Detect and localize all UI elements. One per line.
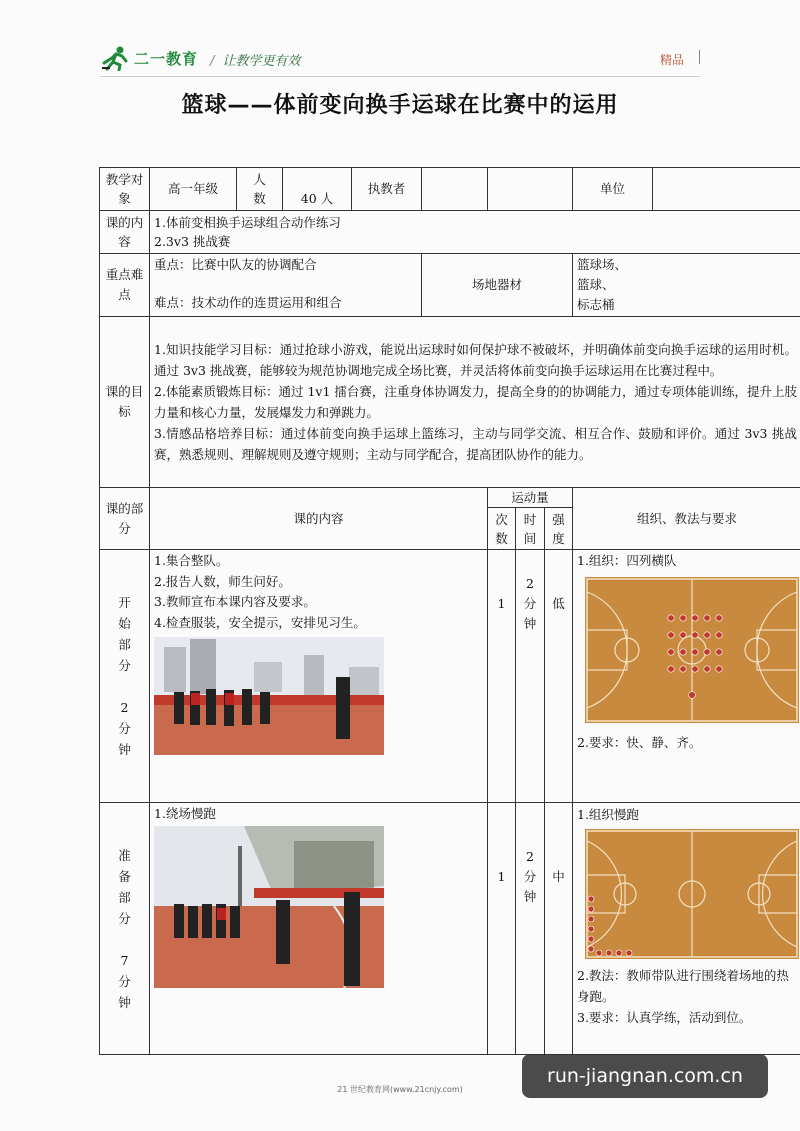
time-char: 钟 xyxy=(523,889,537,905)
intensity-value: 低 xyxy=(545,550,573,803)
part-char: 分 xyxy=(118,658,131,674)
part-char: 部 xyxy=(118,889,131,905)
times-value: 1 xyxy=(488,550,516,803)
unit-value xyxy=(653,168,800,211)
part-char: 钟 xyxy=(118,994,131,1010)
part-char: 始 xyxy=(118,616,131,632)
column-header-row xyxy=(100,488,800,508)
key-label: 重点难点 xyxy=(100,254,150,317)
footer-source: 21 世纪教育网(www.21cnjy.com) xyxy=(337,1085,463,1094)
content-line-2: 2.3v3 挑战赛 xyxy=(154,234,231,249)
org-title: 1.组织：四列横队 xyxy=(577,553,677,569)
teacher-label: 执教者 xyxy=(352,168,422,211)
activity-item: 2.报告人数，师生问好。 xyxy=(154,573,291,589)
col-intensity: 强度 xyxy=(545,508,573,550)
org-line: 2.教法：教师带队进行围绕着场地的热身跑。 xyxy=(577,968,789,1005)
goal-1: 1.知识技能学习目标：通过抢球小游戏，能说出运球时如何保护球不被破坏，并明确体前变向换手运球的运用时机。通过 3v3 挑战赛，能够较为规范协调地完成全场比赛，并灵活将体前变向换手运球运用在比赛过程中。 xyxy=(154,342,797,378)
venue-item: 篮球、 xyxy=(577,277,615,292)
org-line: 3.要求：认真学练，活动到位。 xyxy=(577,1010,752,1026)
part-name xyxy=(100,550,150,803)
intensity-value: 中 xyxy=(545,803,573,1055)
divider xyxy=(699,50,700,64)
col-part: 课的部分 xyxy=(100,488,150,550)
court-diagram xyxy=(585,829,799,959)
part-char: 开 xyxy=(118,595,131,611)
key-row xyxy=(100,254,800,317)
content-label: 课的内容 xyxy=(100,211,150,254)
time-char: 分 xyxy=(523,596,537,612)
venue-item: 篮球场、 xyxy=(577,257,628,272)
part-char: 备 xyxy=(118,868,131,884)
goals-label: 课的目标 xyxy=(100,317,150,488)
target-value: 高一年级 xyxy=(150,168,237,211)
part-char: 部 xyxy=(118,637,131,653)
venue-item: 标志桶 xyxy=(577,297,615,312)
times-value: 1 xyxy=(488,803,516,1055)
teacher-value xyxy=(422,168,488,211)
brand-name: 二一教育 xyxy=(134,49,199,68)
header-divider xyxy=(100,76,700,77)
count-text: 40 人 xyxy=(300,190,334,206)
activity-item: 3.教师宣布本课内容及要求。 xyxy=(154,594,316,610)
brand-logo xyxy=(100,44,198,72)
watermark: run-jiangnan.com.cn xyxy=(522,1054,768,1098)
org-title: 1.组织慢跑 xyxy=(577,807,639,823)
activity-item: 4.检查服装，安全提示，安排见习生。 xyxy=(154,614,366,630)
activity-item: 1.集合整队。 xyxy=(154,553,229,569)
court-diagram xyxy=(585,577,799,723)
col-load: 运动量 xyxy=(488,488,573,508)
warmup-photo xyxy=(154,826,384,988)
part-char: 2 xyxy=(120,700,129,716)
goals-row xyxy=(100,317,800,488)
class-photo xyxy=(154,637,384,755)
col-time: 时间 xyxy=(516,508,545,550)
activity-item: 1.绕场慢跑 xyxy=(154,806,216,822)
blank-cell xyxy=(488,168,573,211)
page-title: 篮球——体前变向换手运球在比赛中的运用 xyxy=(181,93,619,118)
info-row xyxy=(100,168,800,211)
section-prepare xyxy=(100,803,800,1055)
time-char: 分 xyxy=(523,869,537,885)
slogan: / 让教学更有效 xyxy=(210,54,301,69)
count-value xyxy=(283,168,352,211)
page-header xyxy=(100,44,700,74)
col-times: 次数 xyxy=(488,508,516,550)
part-char: 准 xyxy=(118,847,131,863)
goal-3: 3.情感品格培养目标：通过体前变向换手运球上篮练习，主动与同学交流、相互合作、鼓励和评价。通过 3v3 挑战赛，熟悉规则、理解规则及遵守规则；主动与同学配合，提高团队协作的能力。 xyxy=(154,426,797,462)
difficulty-point: 难点：技术动作的连贯运用和组合 xyxy=(154,295,342,310)
part-name xyxy=(100,803,150,1055)
slogan-text: 让教学更有效 xyxy=(222,54,301,69)
content-row xyxy=(100,211,800,254)
goal-2: 2.体能素质锻炼目标：通过 1v1 擂台赛，注重身体协调发力，提高全身的的协调能力，通过专项体能训练，提升上肢力量和核心力量，发展爆发力和弹跳力。 xyxy=(154,384,797,420)
content-line-1: 1.体前变相换手运球组合动作练习 xyxy=(154,215,341,230)
col-content: 课的内容 xyxy=(150,488,488,550)
time-char: 钟 xyxy=(523,616,537,632)
part-char: 分 xyxy=(118,721,131,737)
section-start xyxy=(100,550,800,803)
part-char: 钟 xyxy=(118,742,131,758)
runner-logo-icon xyxy=(100,45,130,71)
unit-label: 单位 xyxy=(573,168,653,211)
time-char: 2 xyxy=(526,849,534,865)
key-point: 重点：比赛中队友的协调配合 xyxy=(154,257,317,272)
part-char: 分 xyxy=(118,973,131,989)
part-char: 7 xyxy=(120,952,129,968)
target-label: 教学对象 xyxy=(100,168,150,211)
part-char: 分 xyxy=(118,910,131,926)
lesson-plan-table xyxy=(99,167,800,1055)
org-line: 2.要求：快、静、齐。 xyxy=(577,735,702,751)
count-label: 人 数 xyxy=(237,168,283,211)
venue-label: 场地器材 xyxy=(422,254,573,317)
col-org: 组织、教法与要求 xyxy=(573,488,800,550)
time-char: 2 xyxy=(526,576,534,592)
quality-tag: 精品 xyxy=(659,53,684,67)
